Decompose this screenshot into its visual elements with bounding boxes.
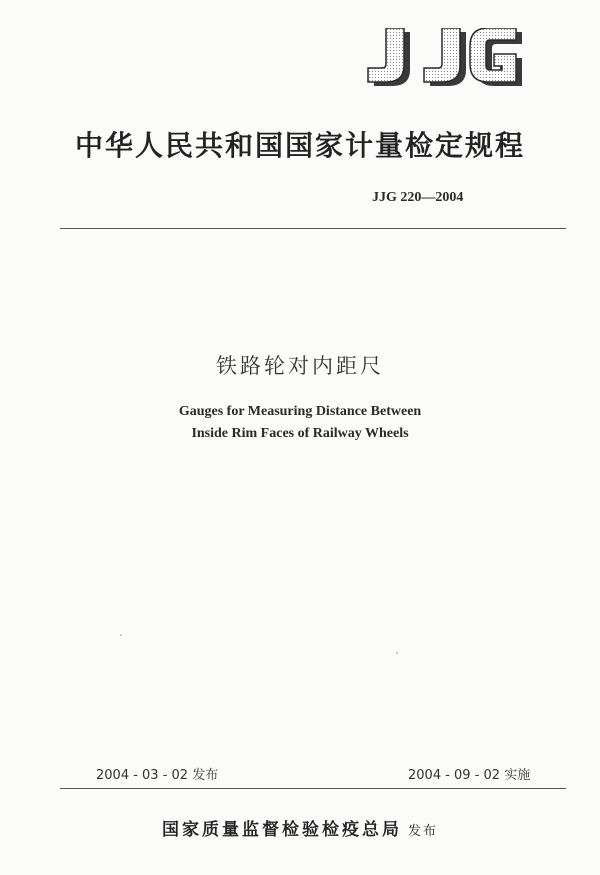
publisher-suffix: 发布	[407, 824, 438, 839]
document-heading: 中华人民共和国国家计量检定规程	[74, 129, 525, 162]
scan-speck	[396, 652, 398, 654]
issue-date: 2004 - 03 - 02 发布	[96, 768, 219, 783]
standard-code: JJG 220—2004	[372, 190, 464, 205]
document-title-cn: 铁路轮对内距尺	[216, 354, 384, 378]
publisher-name: 国家质量监督检验检疫总局	[161, 820, 402, 840]
publisher-line	[0, 815, 600, 840]
jjg-logo	[362, 28, 530, 90]
document-title-en-line-2: Inside Rim Faces of Railway Wheels	[191, 426, 409, 441]
logo-text: JJG	[362, 28, 364, 29]
scan-speck	[120, 634, 122, 636]
effective-date: 2004 - 09 - 02 实施	[408, 768, 531, 783]
logo-face	[368, 28, 516, 82]
header-divider	[60, 228, 566, 229]
document-title-en-line-1: Gauges for Measuring Distance Between	[178, 404, 422, 419]
footer-divider	[60, 788, 566, 789]
